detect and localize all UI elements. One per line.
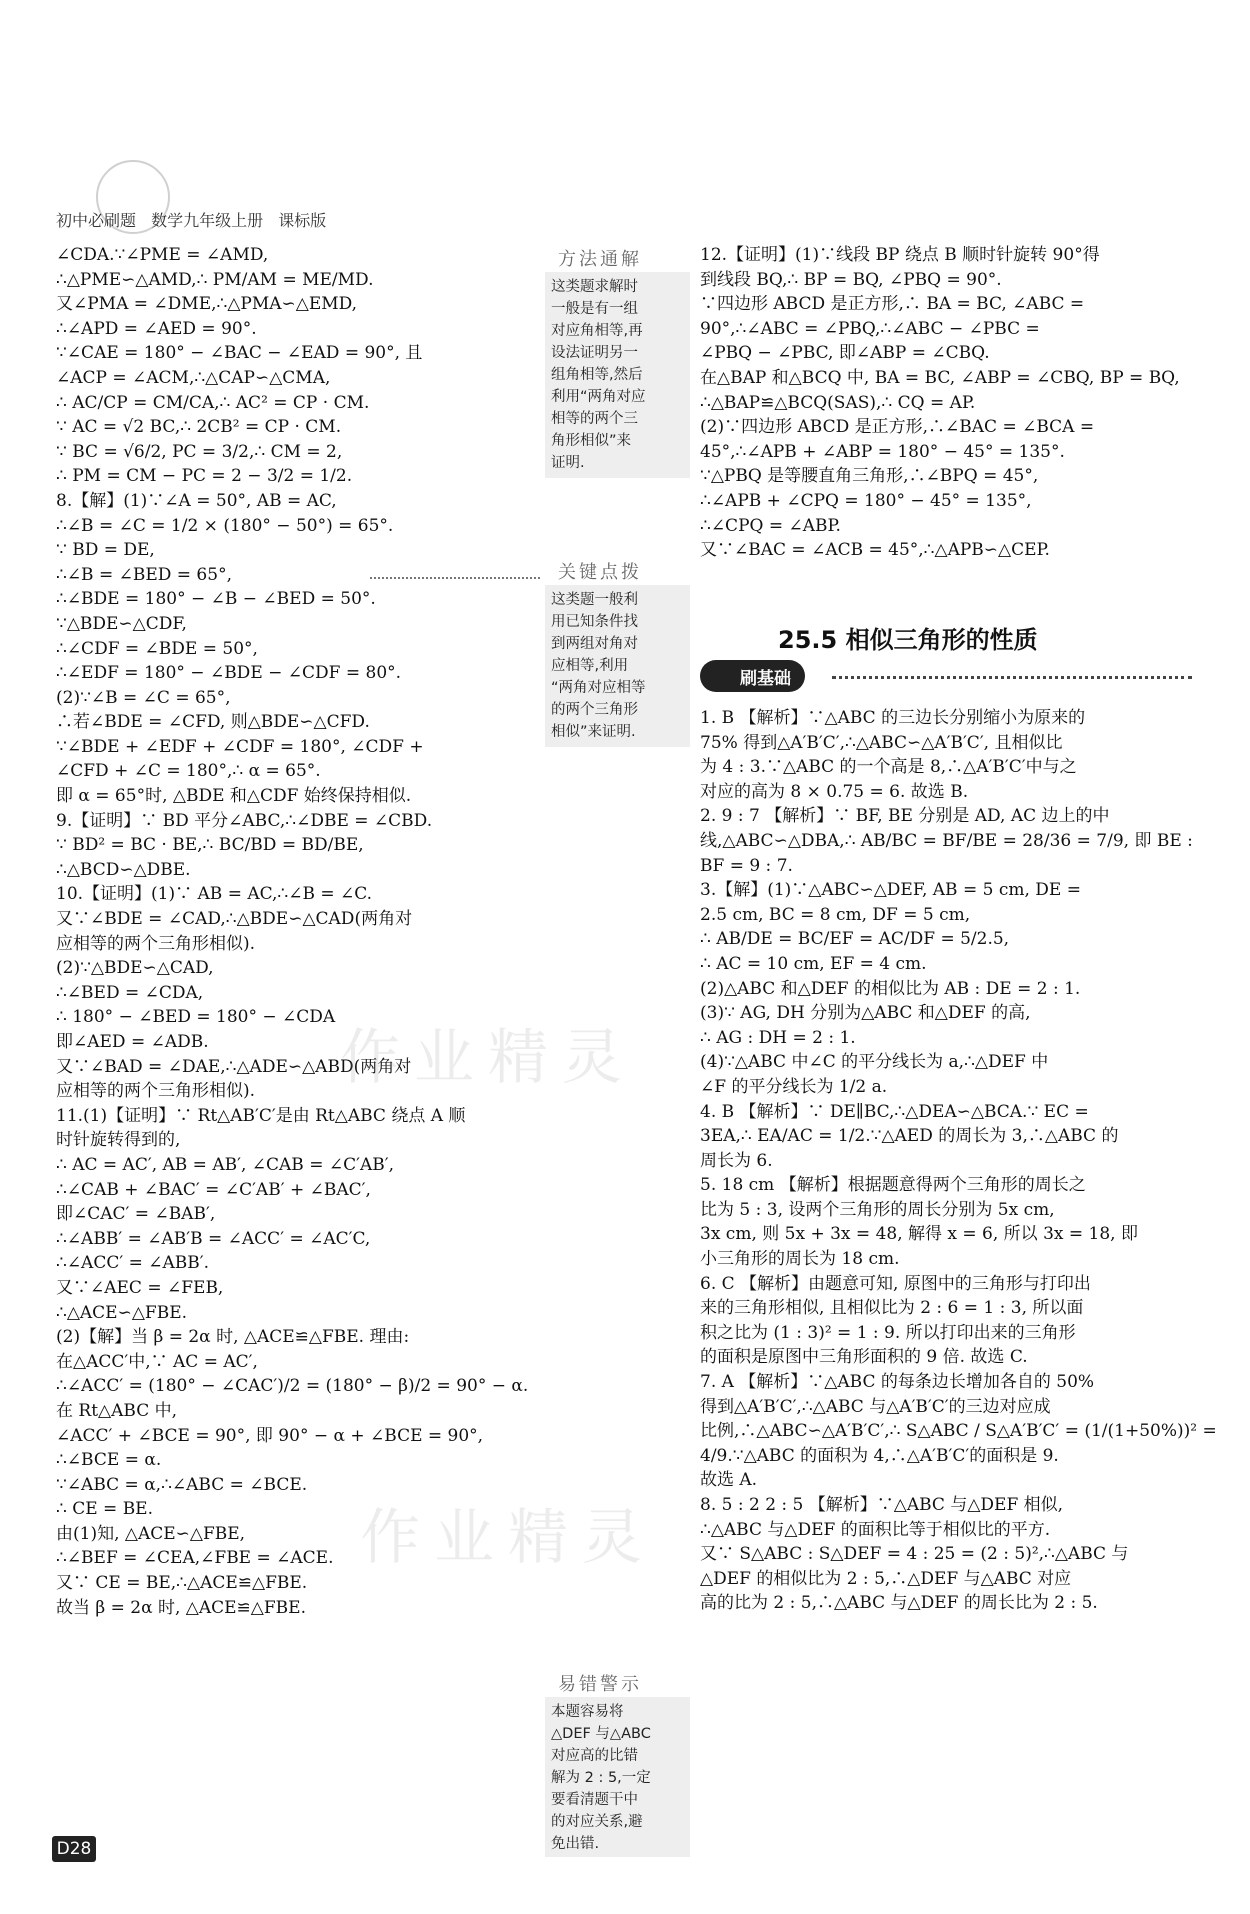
sidebar-line: 证明. — [551, 455, 585, 471]
text-line: ∴∠BED = ∠CDA, — [56, 982, 204, 1003]
header-subject: 数学九年级上册 — [151, 211, 264, 230]
text-line: 2.5 cm, BC = 8 cm, DF = 5 cm, — [700, 904, 971, 925]
text-line: ∵∠BDE + ∠EDF + ∠CDF = 180°, ∠CDF + — [56, 736, 424, 757]
sidebar-line: 对应高的比错 — [551, 1748, 638, 1764]
text-line: ∵△PBQ 是等腰直角三角形,∴∠BPQ = 45°, — [700, 466, 1039, 487]
text-line: ∴∠ACC′ = ∠ABB′. — [56, 1253, 210, 1274]
sidebar-line: 这类题一般利 — [551, 592, 638, 608]
sidebar-line: 用已知条件找 — [551, 614, 638, 630]
text-line: ∴△BCD∽△DBE. — [56, 859, 191, 880]
text-line: 比例,∴△ABC∽△A′B′C′,∴ S△ABC / S△A′B′C′ = (1/(1+50%))² = — [700, 1421, 1217, 1442]
text-line: 比为 5 : 3, 设两个三角形的周长分别为 5x cm, — [700, 1199, 1055, 1220]
sidebar-line: 解为 2 : 5,一定 — [551, 1770, 651, 1786]
text-line: 在△BAP 和△BCQ 中, BA = BC, ∠ABP = ∠CBQ, BP = BQ, — [700, 367, 1180, 388]
text-line: 又∵∠BAC = ∠ACB = 45°,∴△APB∽△CEP. — [700, 540, 1050, 561]
text-line: 3EA,∴ EA/AC = 1/2.∵△AED 的周长为 3,∴△ABC 的 — [700, 1126, 1119, 1147]
sidebar-line: 相似”来证明. — [551, 724, 636, 740]
sidebar-line: 的两个三角形 — [551, 702, 638, 718]
text-line: 4/9.∵△ABC 的面积为 4,∴△A′B′C′的面积是 9. — [700, 1445, 1059, 1466]
text-line: 又∵∠AEC = ∠FEB, — [56, 1277, 224, 1298]
sidebar-line: 利用“两角对应 — [551, 389, 646, 405]
sidebar-line: 设法证明另一 — [551, 345, 638, 361]
text-line: ∴∠B = ∠BED = 65°, — [56, 564, 232, 585]
text-line: (2)∵△BDE∽△CAD, — [56, 958, 214, 979]
section-number: 25.5 — [778, 626, 838, 654]
header-series: 初中必刷题 — [56, 211, 137, 230]
text-line: ∴ AC = 10 cm, EF = 4 cm. — [700, 953, 927, 974]
sidebar-line: 一般是有一组 — [551, 301, 638, 317]
text-line: 5. 18 cm 【解析】根据题意得两个三角形的周长之 — [700, 1175, 1086, 1196]
text-line: 又∵ CE = BE,∴△ACE≌△FBE. — [56, 1573, 308, 1594]
text-line: ∴ AG : DH = 2 : 1. — [700, 1027, 856, 1048]
text-line: ∴∠APB + ∠CPQ = 180° − 45° = 135°, — [700, 490, 1032, 511]
text-line: ∠CFD + ∠C = 180°,∴ α = 65°. — [56, 761, 321, 782]
text-line: ∴∠CAB + ∠BAC′ = ∠C′AB′ + ∠BAC′, — [56, 1179, 371, 1200]
text-line: (4)∵△ABC 中∠C 的平分线长为 a,∴△DEF 中 — [700, 1052, 1049, 1073]
text-line: ∴ 180° − ∠BED = 180° − ∠CDA — [56, 1007, 336, 1028]
text-line: BF = 9 : 7. — [700, 855, 793, 876]
text-line: ∵ AC = √2 BC,∴ 2CB² = CP · CM. — [56, 417, 342, 438]
sidebar-line: 的对应关系,避 — [551, 1814, 643, 1830]
text-line: ∠ACP = ∠ACM,∴△CAP∽△CMA, — [56, 367, 331, 388]
left-column — [56, 243, 529, 1620]
text-line: 即∠AED = ∠ADB. — [56, 1032, 209, 1052]
text-line: ∴ AC/CP = CM/CA,∴ AC² = CP · CM. — [56, 392, 370, 413]
sidebar-line: “两角对应相等 — [551, 680, 646, 696]
sidebar-line: 对应角相等,再 — [551, 323, 643, 339]
text-line: 来的三角形相似, 且相似比为 2 : 6 = 1 : 3, 所以面 — [700, 1298, 1084, 1319]
text-line: (2)∵∠B = ∠C = 65°, — [56, 687, 231, 708]
text-line: 周长为 6. — [700, 1150, 773, 1171]
badge-dotted-rule — [832, 676, 1192, 679]
text-line: ∴∠BDE = 180° − ∠B − ∠BED = 50°. — [56, 589, 376, 610]
section-title — [778, 620, 1038, 655]
text-line: ∵∠CAE = 180° − ∠BAC − ∠EAD = 90°, 且 — [56, 343, 423, 364]
text-line: 10.【证明】(1)∵ AB = AC,∴∠B = ∠C. — [56, 884, 373, 905]
text-line: 应相等的两个三角形相似). — [56, 933, 256, 954]
text-line: 对应的高为 8 × 0.75 = 6. 故选 B. — [700, 781, 969, 802]
text-line: ∵四边形 ABCD 是正方形,∴ BA = BC, ∠ABC = — [700, 294, 1085, 315]
text-line: 即∠CAC′ = ∠BAB′, — [56, 1204, 216, 1225]
text-line: (2)∵四边形 ABCD 是正方形,∴∠BAC = ∠BCA = — [700, 417, 1095, 438]
text-line: 得到△A′B′C′,∴△ABC 与△A′B′C′的三边对应成 — [700, 1396, 1051, 1417]
text-line: ∴∠CPQ = ∠ABP. — [700, 515, 841, 536]
text-line: 小三角形的周长为 18 cm. — [700, 1249, 900, 1270]
text-line: ∴△ABC 与△DEF 的面积比等于相似比的平方. — [700, 1519, 1051, 1540]
text-line: ∴∠CDF = ∠BDE = 50°, — [56, 638, 258, 659]
dotted-leader — [370, 577, 540, 579]
text-line: 在△ACC′中,∵ AC = AC′, — [56, 1351, 258, 1372]
text-line: 1. B 【解析】∵△ABC 的三边长分别缩小为原来的 — [700, 708, 1086, 728]
text-line: 4. B 【解析】∵ DE∥BC,∴△DEA∽△BCA.∵ EC = — [700, 1101, 1089, 1122]
text-line: 6. C 【解析】由题意可知, 原图中的三角形与打印出 — [700, 1273, 1091, 1294]
sidebar-line: 本题容易将 — [551, 1704, 624, 1720]
text-line: 又∵∠BAD = ∠DAE,∴△ADE∽△ABD(两角对 — [56, 1056, 412, 1077]
section-badge: 刷基础 — [700, 660, 805, 692]
sidebar-line: 要看清题干中 — [551, 1792, 638, 1808]
text-line: ∠ACC′ + ∠BCE = 90°, 即 90° − α + ∠BCE = 90°, — [56, 1425, 484, 1446]
text-line: 到线段 BQ,∴ BP = BQ, ∠PBQ = 90°. — [700, 269, 1002, 290]
text-line: 75% 得到△A′B′C′,∴△ABC∽△A′B′C′, 且相似比 — [700, 732, 1063, 753]
page-number: D28 — [52, 1836, 96, 1862]
text-line: 3.【解】(1)∵△ABC∽△DEF, AB = 5 cm, DE = — [700, 880, 1081, 901]
text-line: ∴∠ACC′ = (180° − ∠CAC′)/2 = (180° − β)/2 = 90° − α. — [56, 1376, 529, 1397]
text-line: ∴∠BCE = α. — [56, 1450, 162, 1471]
text-line: ∠F 的平分线长为 1/2 a. — [700, 1076, 888, 1097]
text-line: ∵∠ABC = α,∴∠ABC = ∠BCE. — [56, 1474, 308, 1495]
text-line: ∴∠EDF = 180° − ∠BDE − ∠CDF = 80°. — [56, 663, 402, 684]
text-line: 即 α = 65°时, △BDE 和△CDF 始终保持相似. — [56, 786, 412, 807]
text-line: 又∠PMA = ∠DME,∴△PMA∽△EMD, — [56, 294, 358, 315]
watermark-2: 作业精灵 — [360, 1503, 656, 1573]
text-line: 线,△ABC∽△DBA,∴ AB/BC = BF/BE = 28/36 = 7/9, 即 BE : — [700, 830, 1193, 851]
text-line: 在 Rt△ABC 中, — [56, 1400, 178, 1421]
text-line: 为 4 : 3.∵△ABC 的一个高是 8,∴△A′B′C′中与之 — [700, 757, 1077, 778]
text-line: 故选 A. — [700, 1470, 758, 1491]
text-line: (3)∵ AG, DH 分别为△ABC 和△DEF 的高, — [700, 1003, 1031, 1024]
text-line: (2)△ABC 和△DEF 的相似比为 AB : DE = 2 : 1. — [700, 978, 1081, 999]
text-line: 45°,∴∠APB + ∠ABP = 180° − 45° = 135°. — [700, 441, 1065, 462]
text-line: △DEF 的相似比为 2 : 5,∴△DEF 与△ABC 对应 — [700, 1568, 1072, 1589]
sidebar-title-key: 关键点拨 — [558, 562, 642, 583]
text-line: ∴ CE = BE. — [56, 1499, 153, 1520]
text-line: 时针旋转得到的, — [56, 1130, 181, 1151]
right-column-top — [700, 243, 1200, 563]
sidebar-line: △DEF 与△ABC — [551, 1726, 651, 1742]
section-name: 相似三角形的性质 — [845, 626, 1038, 654]
text-line: ∠CDA.∵∠PME = ∠AMD, — [56, 245, 269, 265]
text-line: 8.【解】(1)∵∠A = 50°, AB = AC, — [56, 490, 337, 511]
text-line: 8. 5 : 2 2 : 5 【解析】∵△ABC 与△DEF 相似, — [700, 1495, 1064, 1515]
sidebar-line: 相等的两个三 — [551, 411, 638, 427]
text-line: ∴∠BEF = ∠CEA,∠FBE = ∠ACE. — [56, 1548, 334, 1569]
sidebar-line: 角形相似”来 — [551, 433, 632, 449]
text-line: ∴△PME∽△AMD,∴ PM/AM = ME/MD. — [56, 269, 374, 290]
right-column-bottom — [700, 706, 1217, 1616]
text-line: ∵ BD = DE, — [56, 540, 155, 561]
text-line: 故当 β = 2α 时, △ACE≌△FBE. — [56, 1597, 306, 1618]
text-line: ∴∠APD = ∠AED = 90°. — [56, 318, 257, 339]
text-line: ∴ AC = AC′, AB = AB′, ∠CAB = ∠C′AB′, — [56, 1154, 394, 1175]
text-line: ∵△BDE∽△CDF, — [56, 613, 187, 634]
sidebar-title-error: 易错警示 — [558, 1674, 642, 1695]
running-header — [56, 208, 336, 231]
sidebar-line: 到两组对角对 — [551, 636, 638, 652]
text-line: 又∵ S△ABC : S△DEF = 4 : 25 = (2 : 5)²,∴△ABC 与 — [700, 1544, 1129, 1565]
sidebar-method — [545, 272, 690, 478]
text-line: 由(1)知, △ACE∽△FBE, — [56, 1523, 246, 1544]
sidebar-line: 组角相等,然后 — [551, 367, 643, 383]
text-line: ∴∠ABB′ = ∠AB′B = ∠ACC′ = ∠AC′C, — [56, 1228, 371, 1249]
sidebar-error — [545, 1697, 690, 1857]
text-line: 2. 9 : 7 【解析】∵ BF, BE 分别是 AD, AC 边上的中 — [700, 806, 1110, 827]
text-line: 11.(1)【证明】∵ Rt△AB′C′是由 Rt△ABC 绕点 A 顺 — [56, 1105, 466, 1126]
text-line: 应相等的两个三角形相似). — [56, 1081, 256, 1102]
text-line: 又∵∠BDE = ∠CAD,∴△BDE∽△CAD(两角对 — [56, 909, 413, 930]
header-edition: 课标版 — [278, 211, 327, 230]
text-line: 高的比为 2 : 5,∴△ABC 与△DEF 的周长比为 2 : 5. — [700, 1593, 1098, 1614]
text-line: ∴ PM = CM − PC = 2 − 3/2 = 1/2. — [56, 466, 353, 487]
text-line: ∵ BD² = BC · BE,∴ BC/BD = BD/BE, — [56, 835, 364, 856]
text-line: ∠PBQ − ∠PBC, 即∠ABP = ∠CBQ. — [700, 343, 990, 364]
sidebar-line: 应相等,利用 — [551, 658, 629, 674]
sidebar-line: 免出错. — [551, 1836, 600, 1852]
sidebar-key — [545, 585, 690, 747]
text-line: 7. A 【解析】∵△ABC 的每条边长增加各自的 50% — [700, 1372, 1095, 1393]
text-line: 3x cm, 则 5x + 3x = 48, 解得 x = 6, 所以 3x = 18, 即 — [700, 1224, 1138, 1245]
text-line: ∵ BC = √6/2, PC = 3/2,∴ CM = 2, — [56, 441, 343, 462]
sidebar-line: 这类题求解时 — [551, 279, 638, 295]
text-line: 12.【证明】(1)∵线段 BP 绕点 B 顺时针旋转 90°得 — [700, 245, 1100, 265]
text-line: (2)【解】当 β = 2α 时, △ACE≌△FBE. 理由: — [56, 1327, 410, 1348]
text-line: ∴若∠BDE = ∠CFD, 则△BDE∽△CFD. — [56, 712, 370, 733]
text-line: ∴∠B = ∠C = 1/2 × (180° − 50°) = 65°. — [56, 515, 394, 536]
sidebar-title-method: 方法通解 — [558, 249, 642, 270]
text-line: 9.【证明】∵ BD 平分∠ABC,∴∠DBE = ∠CBD. — [56, 810, 433, 831]
text-line: 90°,∴∠ABC = ∠PBQ,∴∠ABC − ∠PBC = — [700, 318, 1040, 339]
text-line: 的面积是原图中三角形面积的 9 倍. 故选 C. — [700, 1347, 1028, 1368]
text-line: ∴△ACE∽△FBE. — [56, 1302, 188, 1323]
text-line: ∴ AB/DE = BC/EF = AC/DF = 5/2.5, — [700, 929, 1010, 950]
text-line: 积之比为 (1 : 3)² = 1 : 9. 所以打印出来的三角形 — [700, 1322, 1076, 1343]
watermark-1: 作业精灵 — [340, 1023, 636, 1093]
text-line: ∴△BAP≌△BCQ(SAS),∴ CQ = AP. — [700, 392, 976, 413]
